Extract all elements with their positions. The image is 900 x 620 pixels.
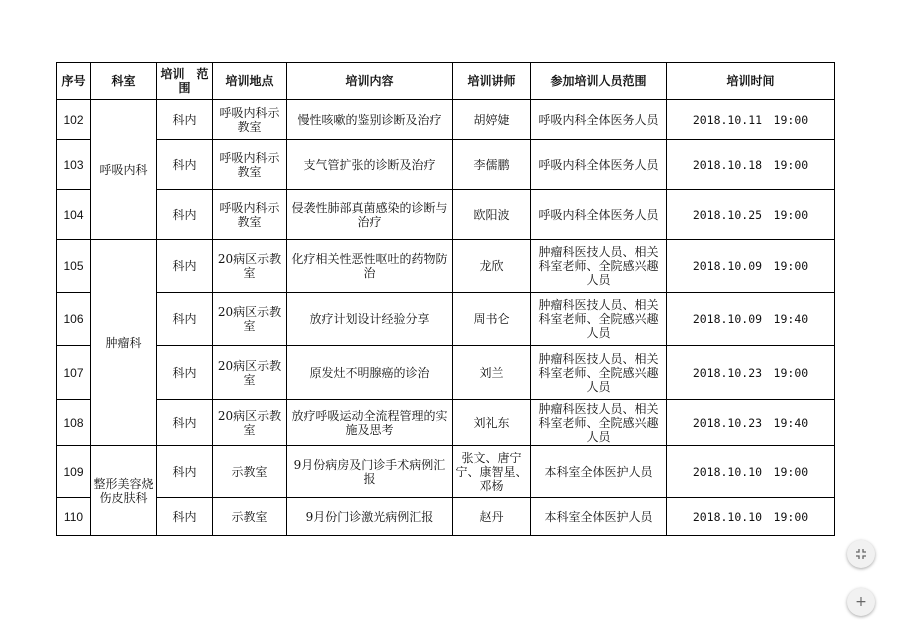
scope-cell: 科内 xyxy=(157,346,213,400)
scope-cell: 科内 xyxy=(157,400,213,446)
location-cell: 20病区示教室 xyxy=(213,293,287,346)
lecturer-cell: 龙欣 xyxy=(453,240,531,293)
participants-cell: 本科室全体医护人员 xyxy=(531,446,667,498)
table-row xyxy=(57,346,835,400)
table-row xyxy=(57,240,835,293)
scope-cell: 科内 xyxy=(157,446,213,498)
time-cell: 2018.10.23 19:00 xyxy=(667,346,835,400)
document-page xyxy=(56,62,835,536)
table-row xyxy=(57,498,835,536)
scope-cell: 科内 xyxy=(157,293,213,346)
header-participants: 参加培训人员范围 xyxy=(531,63,667,100)
location-cell: 20病区示教室 xyxy=(213,400,287,446)
header-seq: 序号 xyxy=(57,63,91,100)
header-row xyxy=(57,63,835,100)
table-row xyxy=(57,293,835,346)
time-cell: 2018.10.09 19:40 xyxy=(667,293,835,346)
scope-cell: 科内 xyxy=(157,140,213,190)
time-cell: 2018.10.23 19:40 xyxy=(667,400,835,446)
participants-cell: 肿瘤科医技人员、相关科室老师、全院感兴趣人员 xyxy=(531,240,667,293)
lecturer-cell: 刘兰 xyxy=(453,346,531,400)
content-cell: 放疗呼吸运动全流程管理的实施及思考 xyxy=(287,400,453,446)
training-schedule-table xyxy=(56,62,835,536)
content-cell: 9月份病房及门诊手术病例汇报 xyxy=(287,446,453,498)
content-cell: 支气管扩张的诊断及治疗 xyxy=(287,140,453,190)
time-cell: 2018.10.25 19:00 xyxy=(667,190,835,240)
time-cell: 2018.10.11 19:00 xyxy=(667,100,835,140)
header-location: 培训地点 xyxy=(213,63,287,100)
participants-cell: 呼吸内科全体医务人员 xyxy=(531,190,667,240)
participants-cell: 肿瘤科医技人员、相关科室老师、全院感兴趣人员 xyxy=(531,400,667,446)
content-cell: 化疗相关性恶性呕吐的药物防治 xyxy=(287,240,453,293)
seq-cell: 106 xyxy=(57,293,91,346)
header-scope: 培训 范围 xyxy=(157,63,213,100)
lecturer-cell: 李儒鹏 xyxy=(453,140,531,190)
fit-to-page-icon xyxy=(855,548,867,560)
lecturer-cell: 欧阳波 xyxy=(453,190,531,240)
seq-cell: 110 xyxy=(57,498,91,536)
lecturer-cell: 周书仑 xyxy=(453,293,531,346)
lecturer-cell: 刘礼东 xyxy=(453,400,531,446)
content-cell: 放疗计划设计经验分享 xyxy=(287,293,453,346)
header-content: 培训内容 xyxy=(287,63,453,100)
participants-cell: 本科室全体医护人员 xyxy=(531,498,667,536)
participants-cell: 肿瘤科医技人员、相关科室老师、全院感兴趣人员 xyxy=(531,293,667,346)
location-cell: 示教室 xyxy=(213,446,287,498)
lecturer-cell: 胡婷婕 xyxy=(453,100,531,140)
seq-cell: 102 xyxy=(57,100,91,140)
time-cell: 2018.10.18 19:00 xyxy=(667,140,835,190)
location-cell: 呼吸内科示教室 xyxy=(213,100,287,140)
location-cell: 20病区示教室 xyxy=(213,346,287,400)
participants-cell: 呼吸内科全体医务人员 xyxy=(531,140,667,190)
table-row xyxy=(57,140,835,190)
header-dept: 科室 xyxy=(91,63,157,100)
location-cell: 示教室 xyxy=(213,498,287,536)
location-cell: 20病区示教室 xyxy=(213,240,287,293)
table-row xyxy=(57,446,835,498)
content-cell: 原发灶不明腺癌的诊治 xyxy=(287,346,453,400)
seq-cell: 109 xyxy=(57,446,91,498)
header-lecturer: 培训讲师 xyxy=(453,63,531,100)
dept-cell: 肿瘤科 xyxy=(91,240,157,446)
time-cell: 2018.10.10 19:00 xyxy=(667,498,835,536)
seq-cell: 107 xyxy=(57,346,91,400)
location-cell: 呼吸内科示教室 xyxy=(213,140,287,190)
lecturer-cell: 赵丹 xyxy=(453,498,531,536)
scope-cell: 科内 xyxy=(157,498,213,536)
seq-cell: 105 xyxy=(57,240,91,293)
header-time: 培训时间 xyxy=(667,63,835,100)
seq-cell: 103 xyxy=(57,140,91,190)
scope-cell: 科内 xyxy=(157,190,213,240)
content-cell: 侵袭性肺部真菌感染的诊断与治疗 xyxy=(287,190,453,240)
lecturer-cell: 张文、唐宁宁、康智星、邓杨 xyxy=(453,446,531,498)
plus-icon: + xyxy=(855,594,867,610)
participants-cell: 呼吸内科全体医务人员 xyxy=(531,100,667,140)
scope-cell: 科内 xyxy=(157,240,213,293)
seq-cell: 108 xyxy=(57,400,91,446)
table-row xyxy=(57,190,835,240)
time-cell: 2018.10.09 19:00 xyxy=(667,240,835,293)
time-cell: 2018.10.10 19:00 xyxy=(667,446,835,498)
dept-cell: 整形美容烧伤皮肤科 xyxy=(91,446,157,536)
zoom-in-button[interactable] xyxy=(847,588,875,616)
fit-to-page-button[interactable] xyxy=(847,540,875,568)
scope-cell: 科内 xyxy=(157,100,213,140)
content-cell: 慢性咳嗽的鉴别诊断及治疗 xyxy=(287,100,453,140)
table-row xyxy=(57,100,835,140)
seq-cell: 104 xyxy=(57,190,91,240)
content-cell: 9月份门诊激光病例汇报 xyxy=(287,498,453,536)
location-cell: 呼吸内科示教室 xyxy=(213,190,287,240)
table-row xyxy=(57,400,835,446)
dept-cell: 呼吸内科 xyxy=(91,100,157,240)
participants-cell: 肿瘤科医技人员、相关科室老师、全院感兴趣人员 xyxy=(531,346,667,400)
